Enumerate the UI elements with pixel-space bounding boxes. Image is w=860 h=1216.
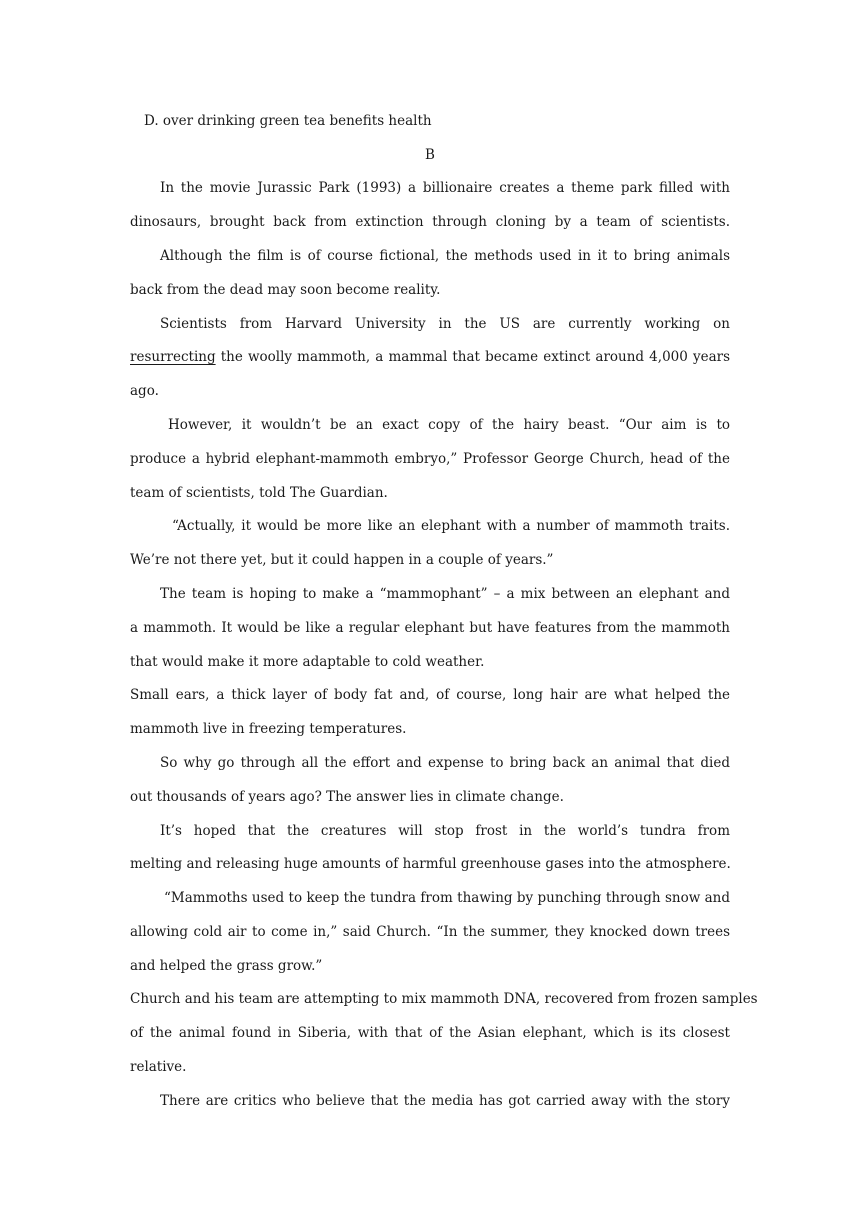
paragraph-line: that would make it more adaptable to cold weather. <box>130 654 485 670</box>
paragraph-line: back from the dead may soon become reality. <box>130 282 441 298</box>
paragraph-line: Small ears, a thick layer of body fat and, of course, long hair are what helped the <box>130 687 730 703</box>
paragraph-line: team of scientists, told The Guardian. <box>130 485 388 501</box>
paragraph-line: It’s hoped that the creatures will stop frost in the world’s tundra from <box>160 823 730 839</box>
paragraph-line <box>130 347 730 367</box>
paragraph-line: Although the film is of course fictional, the methods used in it to bring animals <box>160 248 730 264</box>
paragraph-line: out thousands of years ago? The answer lies in climate change. <box>130 789 564 805</box>
paragraph-line: relative. <box>130 1059 187 1075</box>
paragraph-line: allowing cold air to come in,” said Church. “In the summer, they knocked down trees <box>130 924 730 940</box>
paragraph-line: “Mammoths used to keep the tundra from thawing by punching through snow and <box>164 890 730 906</box>
paragraph-line: melting and releasing huge amounts of harmful greenhouse gases into the atmosphere. <box>130 856 731 872</box>
paragraph-line: and helped the grass grow.” <box>130 958 323 974</box>
paragraph-line: In the movie Jurassic Park (1993) a billionaire creates a theme park filled with <box>160 180 730 196</box>
underlined-word: resurrecting <box>130 349 216 365</box>
paragraph-line: However, it wouldn’t be an exact copy of the hairy beast. “Our aim is to <box>168 417 730 433</box>
paragraph-line: We’re not there yet, but it could happen in a couple of years.” <box>130 552 554 568</box>
paragraph-line: of the animal found in Siberia, with that of the Asian elephant, which is its closest <box>130 1025 730 1041</box>
paragraph-line: a mammoth. It would be like a regular elephant but have features from the mammoth <box>130 620 730 636</box>
paragraph-line: mammoth live in freezing temperatures. <box>130 721 407 737</box>
paragraph-line: Scientists from Harvard University in the US are currently working on <box>160 316 730 332</box>
option-d-text: D. over drinking green tea benefits health <box>144 113 432 129</box>
paragraph-line: Church and his team are attempting to mix mammoth DNA, recovered from frozen samples <box>130 991 758 1007</box>
paragraph-line: The team is hoping to make a “mammophant” – a mix between an elephant and <box>160 586 730 602</box>
section-label: B <box>425 147 435 163</box>
paragraph-line: So why go through all the effort and expense to bring back an animal that died <box>160 755 730 771</box>
paragraph-line: “Actually, it would be more like an elephant with a number of mammoth traits. <box>172 518 730 534</box>
paragraph-line: dinosaurs, brought back from extinction through cloning by a team of scientists. <box>130 214 730 230</box>
paragraph-line: There are critics who believe that the media has got carried away with the story <box>160 1093 730 1109</box>
paragraph-line: produce a hybrid elephant-mammoth embryo,” Professor George Church, head of the <box>130 451 730 467</box>
line-text: the woolly mammoth, a mammal that became extinct around 4,000 years <box>215 349 730 365</box>
paragraph-line: ago. <box>130 383 159 399</box>
